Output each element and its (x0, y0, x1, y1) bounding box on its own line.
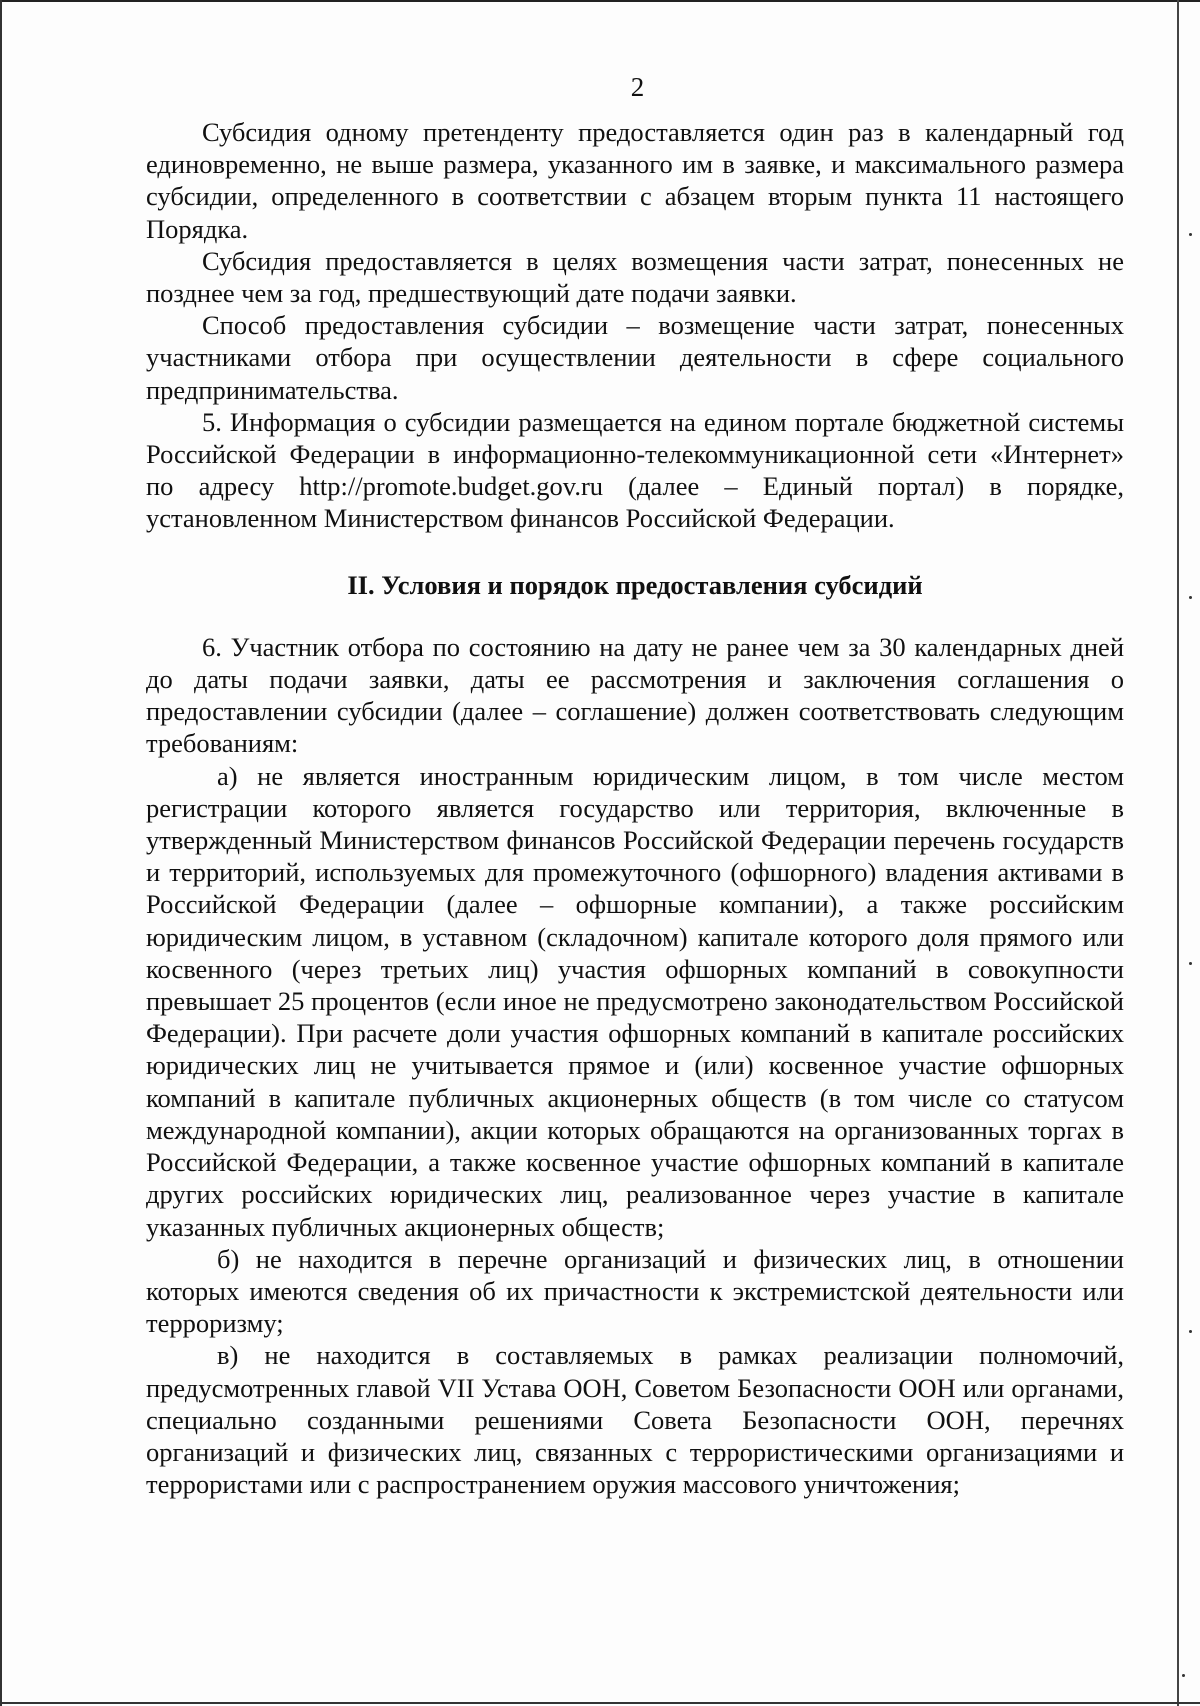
scan-speck (1189, 596, 1192, 599)
scan-speck (1189, 962, 1192, 965)
list-item: б) не находится в перечне организаций и физических лиц, в отношении которых имеются сведения об их причастности к экстремистской деятельности или терроризму; (146, 1243, 1124, 1339)
paragraph: Субсидия предоставляется в целях возмещения части затрат, понесенных не позднее чем за год, предшествующий дате подачи заявки. (146, 245, 1124, 309)
scan-speck (1182, 1674, 1185, 1677)
list-item: а) не является иностранным юридическим лицом, в том числе местом регистрации которого является государство или территория, включенные в утвержденный Министерством финансов Российской Федерации перечень государств и территорий, используемых для промежуточного (офшорного) владения активами в Российской Федерации (далее – офшорные компании), а также российским юридическим лицом, в уставном (складочном) капитале которого доля прямого или косвенного (через третьих лиц) участия офшорных компаний в совокупности превышает 25 процентов (если иное не предусмотрено законодательством Российской Федерации). При расчете доли участия офшорных компаний в капитале российских юридических лиц не учитывается прямое и (или) косвенное участие офшорных компаний в капитале публичных акционерных обществ (в том числе со статусом международной компании), акции которых обращаются на организованных торгах в Российской Федерации, а также косвенное участие офшорных компаний в капитале других российских юридических лиц, реализованное через участие в капитале указанных публичных акционерных обществ; (146, 760, 1124, 1242)
scan-speck (1189, 1330, 1192, 1333)
paragraph: Способ предоставления субсидии – возмещение части затрат, понесенных участниками отбора при осуществлении деятельности в сфере социального предпринимательства. (146, 310, 1124, 405)
paragraph: Субсидия одному претенденту предоставляется один раз в календарный год единовременно, не выше размера, указанного им в заявке, и максимального размера субсидии, определенного в соответствии с абзацем вторым пункта 11 настоящего Порядка. (146, 117, 1124, 244)
page-number: 2 (630, 72, 645, 102)
list-item: в) не находится в составляемых в рамках реализации полномочий, предусмотренных главой VII Устава ООН, Советом Безопасности ООН или органами, специально созданными решениями Совета Безопасности ООН, перечнях организаций и физических лиц, связанных с террористическими организациями и террористами или с распространением оружия массового уничтожения; (146, 1340, 1124, 1500)
scan-edge-left (0, 0, 2, 1706)
scan-edge-bottom (0, 1702, 1200, 1704)
document-body (146, 116, 1124, 1500)
scan-edge-top (0, 0, 1200, 2)
scan-speck (1189, 233, 1192, 236)
paragraph: 5. Информация о субсидии размещается на едином портале бюджетной системы Российской Федерации в информационно-телекоммуникационной сети «Интернет» по адресу http://promote.budget.gov.ru (далее – Единый портал) в порядке, установленном Министерством финансов Российской Федерации. (146, 406, 1124, 534)
scan-edge-right (1177, 0, 1179, 1706)
paragraph: 6. Участник отбора по состоянию на дату не ранее чем за 30 календарных дней до даты подачи заявки, даты ее рассмотрения и заключения соглашения о предоставлении субсидии (далее – соглашение) должен соответствовать следующим требованиям: (146, 631, 1124, 759)
section-heading: II. Условия и порядок предоставления субсидий (347, 569, 923, 600)
